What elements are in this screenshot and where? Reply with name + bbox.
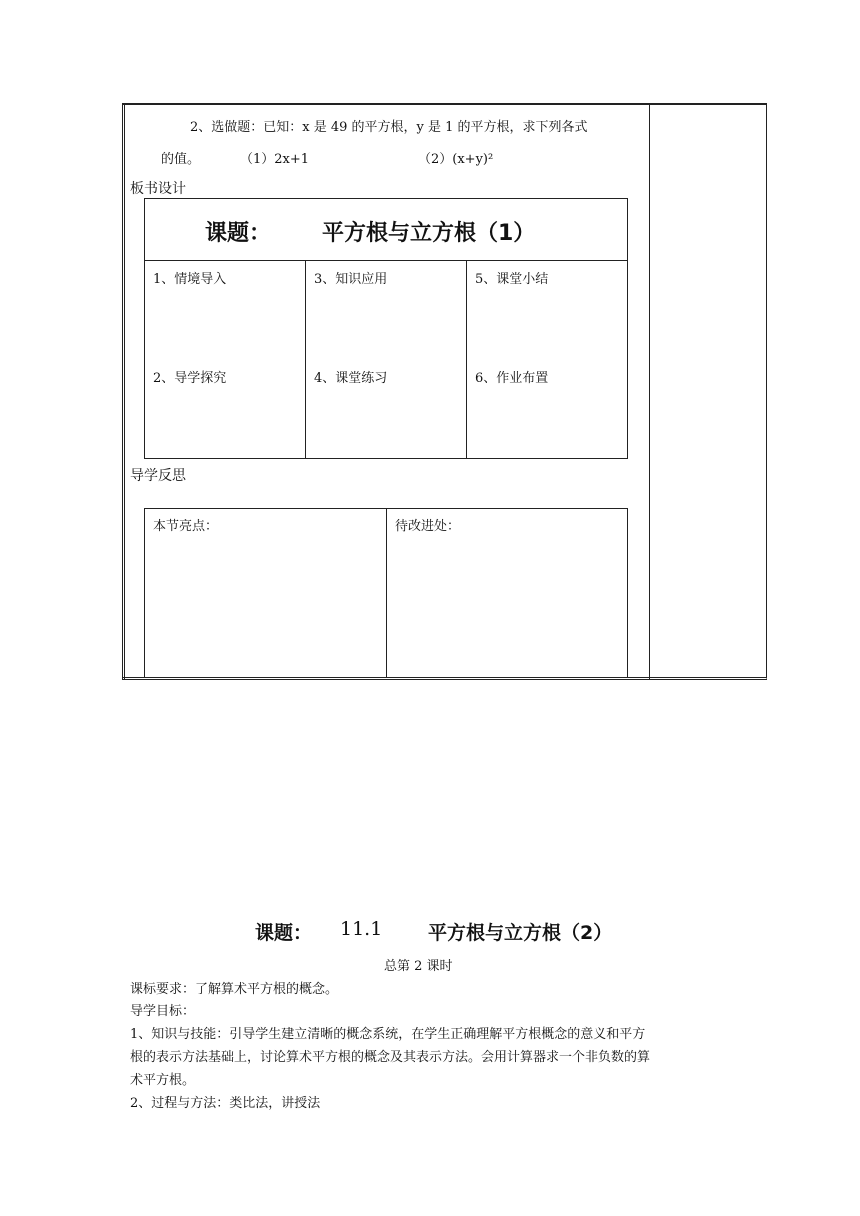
board-title-prefix: 课题：	[205, 221, 272, 246]
board-title-main: 平方根与立方根（1）	[322, 221, 536, 246]
board-cell-2: 2、导学探究	[153, 371, 227, 386]
lesson2-goal1-line2: 根的表示方法基础上，讨论算术平方根的概念及其表示方法。会用计算器求一个非负数的算	[130, 1050, 651, 1065]
lesson2-title-main: 平方根与立方根（2）	[428, 922, 613, 944]
highlights-label: 本节亮点：	[153, 519, 219, 534]
reflection-heading: 导学反思	[130, 468, 186, 484]
board-divider-1	[305, 261, 306, 459]
lesson2-goal1-line1: 1、知识与技能：引导学生建立清晰的概念系统，在学生正确理解平方根概念的意义和平方	[130, 1027, 646, 1042]
lesson2-goals-label: 导学目标：	[130, 1004, 196, 1019]
board-divider-2	[466, 261, 467, 459]
exercise-line-1: 2、选做题：已知：x 是 49 的平方根，y 是 1 的平方根，求下列各式	[190, 120, 588, 135]
board-cell-3: 3、知识应用	[314, 272, 388, 287]
table-column-divider	[649, 103, 650, 680]
board-cell-1: 1、情境导入	[153, 272, 227, 287]
lesson2-title-prefix: 课题：	[255, 922, 313, 944]
board-cell-4: 4、课堂练习	[314, 371, 388, 386]
lesson2-goal2: 2、过程与方法：类比法，讲授法	[130, 1096, 321, 1111]
reflection-divider	[386, 508, 387, 678]
improve-label: 待改进处：	[395, 519, 461, 534]
board-design-heading: 板书设计	[130, 181, 186, 197]
table-left-border	[122, 103, 125, 680]
lesson2-standard: 课标要求：了解算术平方根的概念。	[130, 982, 339, 997]
lesson2-period: 总第 2 课时	[384, 959, 453, 974]
exercise-part-2: （2）(x+y)²	[418, 152, 494, 167]
board-cell-6: 6、作业布置	[475, 371, 549, 386]
lesson2-title-number: 11.1	[340, 918, 383, 940]
lesson2-goal1-line3: 术平方根。	[130, 1073, 196, 1088]
exercise-line-2-prefix: 的值。	[161, 152, 201, 167]
board-cell-5: 5、课堂小结	[475, 272, 549, 287]
exercise-part-1: （1）2x+1	[240, 152, 310, 167]
